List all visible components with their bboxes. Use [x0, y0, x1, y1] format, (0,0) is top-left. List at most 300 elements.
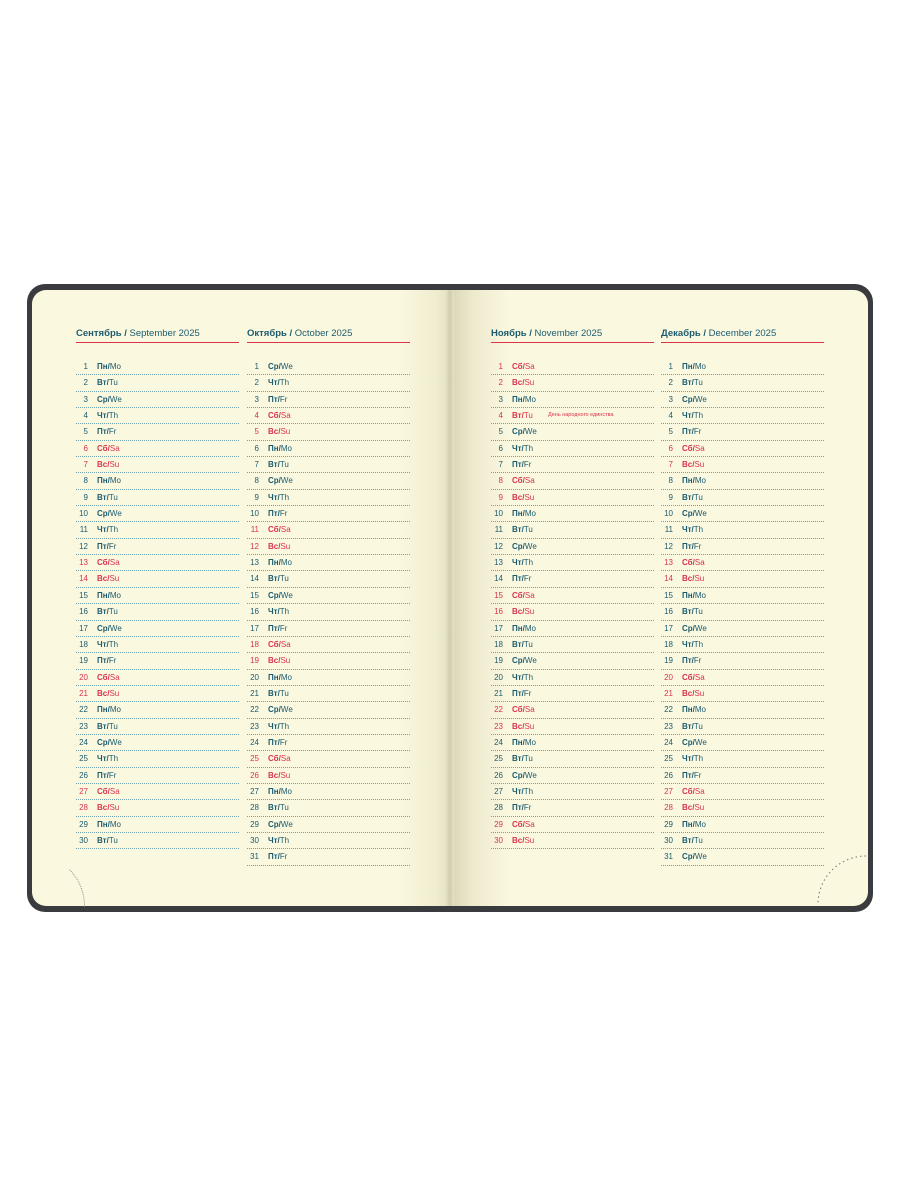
day-number: 2	[254, 378, 259, 388]
day-number: 5	[498, 427, 503, 437]
weekday-label: Вс/Su	[97, 803, 120, 813]
weekday-label: Ср/We	[512, 427, 537, 437]
day-number: 14	[494, 574, 503, 584]
day-row	[247, 490, 410, 506]
day-number: 19	[250, 656, 259, 666]
weekday-label: Ср/We	[682, 623, 707, 633]
weekday-label: Пн/Mo	[682, 819, 706, 829]
day-number: 26	[79, 770, 88, 780]
day-number: 12	[79, 541, 88, 551]
weekday-label: Вс/Su	[682, 460, 705, 470]
day-row	[661, 604, 824, 620]
weekday-label: Вт/Tu	[682, 378, 703, 388]
day-number: 9	[498, 492, 503, 502]
day-number: 11	[494, 525, 503, 535]
weekday-label: Сб/Sa	[682, 558, 705, 568]
weekday-label: Ср/We	[512, 770, 537, 780]
day-row	[247, 768, 410, 784]
weekday-label: Чт/Th	[682, 411, 704, 421]
day-number: 19	[79, 656, 88, 666]
day-row	[661, 719, 824, 735]
day-number: 9	[83, 492, 88, 502]
month-december	[661, 327, 824, 866]
day-number: 26	[494, 770, 503, 780]
weekday-label: Вс/Su	[97, 460, 120, 470]
day-row	[247, 849, 410, 865]
day-number: 3	[254, 394, 259, 404]
day-number: 29	[250, 819, 259, 829]
day-row	[661, 375, 824, 391]
day-row	[76, 457, 239, 473]
weekday-label: Пн/Mo	[512, 394, 536, 404]
weekday-label: Ср/We	[97, 509, 122, 519]
day-row	[76, 800, 239, 816]
weekday-label: Пн/Mo	[682, 476, 706, 486]
weekday-label: Сб/Sa	[97, 786, 120, 796]
day-row	[661, 784, 824, 800]
day-row	[661, 490, 824, 506]
day-row	[247, 637, 410, 653]
weekday-label: Ср/We	[682, 852, 707, 862]
day-row	[491, 735, 654, 751]
weekday-label: Сб/Sa	[268, 639, 291, 649]
day-row	[76, 784, 239, 800]
day-row	[76, 604, 239, 620]
weekday-label: Пт/Fr	[512, 803, 532, 813]
day-number: 19	[664, 656, 673, 666]
weekday-label: Сб/Sa	[682, 786, 705, 796]
day-number: 20	[250, 672, 259, 682]
day-number: 17	[79, 623, 88, 633]
day-row	[661, 800, 824, 816]
day-number: 27	[494, 786, 503, 796]
weekday-label: Пт/Fr	[97, 656, 117, 666]
day-number: 25	[664, 754, 673, 764]
day-row	[247, 359, 410, 375]
month-october	[247, 327, 410, 866]
day-number: 2	[668, 378, 673, 388]
day-number: 11	[79, 525, 88, 535]
day-number: 22	[664, 705, 673, 715]
day-number: 13	[664, 558, 673, 568]
day-number: 4	[83, 411, 88, 421]
weekday-label: Вт/Tu	[512, 754, 533, 764]
weekday-label: Ср/We	[268, 590, 293, 600]
weekday-label: Пн/Mo	[512, 509, 536, 519]
day-row	[76, 653, 239, 669]
day-row	[76, 555, 239, 571]
weekday-label: Пт/Fr	[512, 688, 532, 698]
weekday-label: Вт/Tu	[682, 607, 703, 617]
day-row	[247, 800, 410, 816]
weekday-label: Ср/We	[682, 509, 707, 519]
weekday-label: Ср/We	[268, 362, 293, 371]
day-number: 18	[250, 639, 259, 649]
day-number: 22	[250, 705, 259, 715]
day-number: 11	[664, 525, 673, 535]
weekday-label: Вт/Tu	[512, 639, 533, 649]
day-row	[491, 604, 654, 620]
day-number: 8	[83, 476, 88, 486]
weekday-label: Ср/We	[512, 541, 537, 551]
weekday-label: Пт/Fr	[682, 541, 702, 551]
day-number: 6	[83, 443, 88, 453]
day-number: 13	[494, 558, 503, 568]
day-row	[247, 686, 410, 702]
day-row	[491, 800, 654, 816]
day-number: 5	[83, 427, 88, 437]
day-number: 8	[254, 476, 259, 486]
day-number: 27	[79, 786, 88, 796]
day-row	[661, 555, 824, 571]
day-list	[491, 359, 654, 849]
day-number: 1	[254, 362, 259, 371]
weekday-label: Пн/Mo	[512, 623, 536, 633]
day-number: 21	[250, 688, 259, 698]
day-number: 5	[254, 427, 259, 437]
day-number: 20	[664, 672, 673, 682]
day-number: 25	[250, 754, 259, 764]
weekday-label: Чт/Th	[512, 558, 534, 568]
day-row	[491, 359, 654, 375]
day-row	[76, 621, 239, 637]
weekday-label: Сб/Sa	[512, 362, 535, 371]
month-title: Октябрь / October 2025	[247, 327, 410, 343]
day-row	[491, 424, 654, 440]
day-row	[247, 555, 410, 571]
day-number: 21	[664, 688, 673, 698]
day-row	[491, 408, 654, 424]
day-row	[76, 719, 239, 735]
weekday-label: Пн/Mo	[97, 362, 121, 371]
day-number: 20	[494, 672, 503, 682]
day-row	[661, 833, 824, 849]
day-row	[661, 424, 824, 440]
day-number: 13	[79, 558, 88, 568]
day-row	[247, 817, 410, 833]
weekday-label: Вт/Tu	[97, 607, 118, 617]
day-row	[247, 735, 410, 751]
day-row	[491, 817, 654, 833]
weekday-label: Пн/Mo	[97, 590, 121, 600]
day-row	[661, 817, 824, 833]
day-row	[491, 768, 654, 784]
weekday-label: Чт/Th	[682, 754, 704, 764]
weekday-label: Ср/We	[512, 656, 537, 666]
weekday-label: Чт/Th	[512, 443, 534, 453]
day-number: 20	[79, 672, 88, 682]
day-row	[661, 653, 824, 669]
weekday-label: Вс/Su	[512, 492, 535, 502]
day-number: 30	[494, 835, 503, 845]
day-row	[247, 457, 410, 473]
day-number: 7	[498, 460, 503, 470]
day-number: 23	[664, 721, 673, 731]
weekday-label: Чт/Th	[97, 525, 119, 535]
day-number: 10	[250, 509, 259, 519]
day-row	[247, 375, 410, 391]
day-row	[76, 522, 239, 538]
weekday-label: Вт/Tu	[682, 492, 703, 502]
day-number: 19	[494, 656, 503, 666]
weekday-label: Ср/We	[268, 705, 293, 715]
day-number: 9	[254, 492, 259, 502]
day-row	[661, 392, 824, 408]
day-row	[661, 441, 824, 457]
day-number: 27	[664, 786, 673, 796]
day-number: 18	[494, 639, 503, 649]
day-row	[76, 588, 239, 604]
day-row	[491, 473, 654, 489]
day-number: 25	[79, 754, 88, 764]
day-row	[76, 768, 239, 784]
weekday-label: Сб/Sa	[97, 672, 120, 682]
weekday-label: Пт/Fr	[682, 427, 702, 437]
day-number: 16	[250, 607, 259, 617]
day-number: 18	[79, 639, 88, 649]
day-row	[76, 539, 239, 555]
weekday-label: Чт/Th	[512, 786, 534, 796]
day-number: 31	[664, 852, 673, 862]
weekday-label: Пн/Mo	[97, 819, 121, 829]
day-row	[491, 571, 654, 587]
day-number: 30	[250, 835, 259, 845]
day-row	[491, 621, 654, 637]
day-number: 29	[79, 819, 88, 829]
day-row	[247, 392, 410, 408]
day-row	[76, 735, 239, 751]
day-number: 17	[494, 623, 503, 633]
weekday-label: Ср/We	[268, 819, 293, 829]
day-row	[76, 490, 239, 506]
day-number: 24	[250, 737, 259, 747]
weekday-label: Пт/Fr	[268, 737, 288, 747]
day-number: 30	[664, 835, 673, 845]
day-row	[661, 637, 824, 653]
day-number: 22	[79, 705, 88, 715]
day-number: 7	[83, 460, 88, 470]
day-row	[76, 375, 239, 391]
weekday-label: Чт/Th	[97, 639, 119, 649]
holiday-note: День народного единства	[548, 412, 614, 419]
weekday-label: Ср/We	[268, 476, 293, 486]
day-row	[661, 506, 824, 522]
day-row	[76, 686, 239, 702]
day-row	[76, 817, 239, 833]
day-row	[661, 408, 824, 424]
day-number: 12	[494, 541, 503, 551]
day-row	[76, 751, 239, 767]
month-title: Ноябрь / November 2025	[491, 327, 654, 343]
day-row	[661, 686, 824, 702]
weekday-label: Вс/Su	[682, 688, 705, 698]
day-number: 4	[254, 411, 259, 421]
weekday-label: Вс/Su	[512, 607, 535, 617]
day-row	[491, 653, 654, 669]
day-number: 12	[664, 541, 673, 551]
weekday-label: Чт/Th	[97, 411, 119, 421]
day-row	[76, 359, 239, 375]
day-list	[661, 359, 824, 866]
day-number: 1	[668, 362, 673, 371]
weekday-label: Чт/Th	[268, 835, 290, 845]
weekday-label: Вт/Tu	[97, 721, 118, 731]
day-number: 28	[79, 803, 88, 813]
weekday-label: Вт/Tu	[682, 835, 703, 845]
day-row	[491, 588, 654, 604]
day-list	[247, 359, 410, 866]
day-number: 8	[498, 476, 503, 486]
day-row	[247, 702, 410, 718]
day-row	[247, 424, 410, 440]
day-row	[491, 490, 654, 506]
day-list	[76, 359, 239, 849]
day-row	[661, 768, 824, 784]
day-number: 9	[668, 492, 673, 502]
weekday-label: Сб/Sa	[512, 819, 535, 829]
day-number: 10	[664, 509, 673, 519]
day-row	[661, 473, 824, 489]
day-row	[491, 522, 654, 538]
day-row	[661, 751, 824, 767]
weekday-label: Вт/Tu	[97, 492, 118, 502]
day-row	[491, 719, 654, 735]
month-title: Сентябрь / September 2025	[76, 327, 239, 343]
day-row	[661, 670, 824, 686]
day-number: 26	[250, 770, 259, 780]
weekday-label: Пт/Fr	[97, 770, 117, 780]
weekday-label: Вт/Tu	[682, 721, 703, 731]
day-row	[661, 571, 824, 587]
day-row	[76, 473, 239, 489]
day-row	[491, 375, 654, 391]
weekday-label: Вт/Tu	[268, 688, 289, 698]
weekday-label: Пн/Mo	[97, 705, 121, 715]
weekday-label: Пн/Mo	[268, 786, 292, 796]
day-row	[247, 522, 410, 538]
weekday-label: Пт/Fr	[268, 394, 288, 404]
day-row	[491, 506, 654, 522]
day-number: 15	[250, 590, 259, 600]
day-number: 1	[498, 362, 503, 371]
weekday-label: Пт/Fr	[268, 852, 288, 862]
day-row	[661, 359, 824, 375]
day-number: 28	[250, 803, 259, 813]
day-row	[247, 670, 410, 686]
day-number: 21	[79, 688, 88, 698]
weekday-label: Пт/Fr	[682, 770, 702, 780]
weekday-label: Вс/Su	[512, 378, 535, 388]
weekday-label: Пн/Mo	[512, 737, 536, 747]
weekday-label: Сб/Sa	[97, 558, 120, 568]
day-number: 16	[79, 607, 88, 617]
weekday-label: Пн/Mo	[97, 476, 121, 486]
day-number: 15	[664, 590, 673, 600]
day-number: 4	[668, 411, 673, 421]
weekday-label: Вт/Tu	[97, 378, 118, 388]
day-row	[661, 522, 824, 538]
weekday-label: Вт/Tu	[268, 803, 289, 813]
day-number: 23	[494, 721, 503, 731]
weekday-label: Сб/Sa	[268, 754, 291, 764]
weekday-label: Вс/Su	[268, 770, 291, 780]
day-number: 23	[79, 721, 88, 731]
weekday-label: Пт/Fr	[512, 460, 532, 470]
day-row	[661, 457, 824, 473]
day-row	[76, 424, 239, 440]
month-september	[76, 327, 239, 849]
day-number: 14	[79, 574, 88, 584]
day-number: 16	[664, 607, 673, 617]
weekday-label: Чт/Th	[268, 378, 290, 388]
weekday-label: Чт/Th	[268, 492, 290, 502]
weekday-label: Сб/Sa	[512, 705, 535, 715]
day-number: 12	[250, 541, 259, 551]
weekday-label: Ср/We	[97, 737, 122, 747]
day-row	[247, 621, 410, 637]
weekday-label: Ср/We	[97, 623, 122, 633]
day-number: 22	[494, 705, 503, 715]
weekday-label: Чт/Th	[268, 607, 290, 617]
day-number: 23	[250, 721, 259, 731]
day-row	[491, 833, 654, 849]
weekday-label: Пн/Mo	[682, 362, 706, 371]
day-row	[76, 833, 239, 849]
day-number: 3	[83, 394, 88, 404]
day-number: 1	[83, 362, 88, 371]
weekday-label: Ср/We	[682, 394, 707, 404]
weekday-label: Сб/Sa	[97, 443, 120, 453]
day-number: 17	[250, 623, 259, 633]
weekday-label: Пн/Mo	[268, 672, 292, 682]
day-row	[661, 539, 824, 555]
weekday-label: Сб/Sa	[512, 590, 535, 600]
day-row	[491, 686, 654, 702]
day-row	[491, 670, 654, 686]
day-number: 24	[79, 737, 88, 747]
day-number: 25	[494, 754, 503, 764]
day-number: 16	[494, 607, 503, 617]
day-row	[76, 571, 239, 587]
day-number: 8	[668, 476, 673, 486]
day-number: 30	[79, 835, 88, 845]
weekday-label: Пн/Mo	[682, 590, 706, 600]
day-row	[76, 506, 239, 522]
weekday-label: Сб/Sa	[682, 672, 705, 682]
month-november	[491, 327, 654, 849]
day-row	[491, 751, 654, 767]
weekday-label: Пт/Fr	[682, 656, 702, 666]
weekday-label: Сб/Sa	[268, 525, 291, 535]
day-row	[247, 571, 410, 587]
day-number: 3	[498, 394, 503, 404]
day-row	[76, 702, 239, 718]
day-row	[76, 670, 239, 686]
day-number: 15	[79, 590, 88, 600]
weekday-label: Пт/Fr	[97, 541, 117, 551]
day-row	[491, 539, 654, 555]
day-number: 2	[498, 378, 503, 388]
weekday-label: Пт/Fr	[268, 623, 288, 633]
day-number: 4	[498, 411, 503, 421]
day-number: 3	[668, 394, 673, 404]
day-row	[661, 588, 824, 604]
day-number: 14	[664, 574, 673, 584]
day-row	[247, 588, 410, 604]
day-number: 14	[250, 574, 259, 584]
weekday-label: Вс/Su	[97, 688, 120, 698]
weekday-label: Чт/Th	[682, 525, 704, 535]
